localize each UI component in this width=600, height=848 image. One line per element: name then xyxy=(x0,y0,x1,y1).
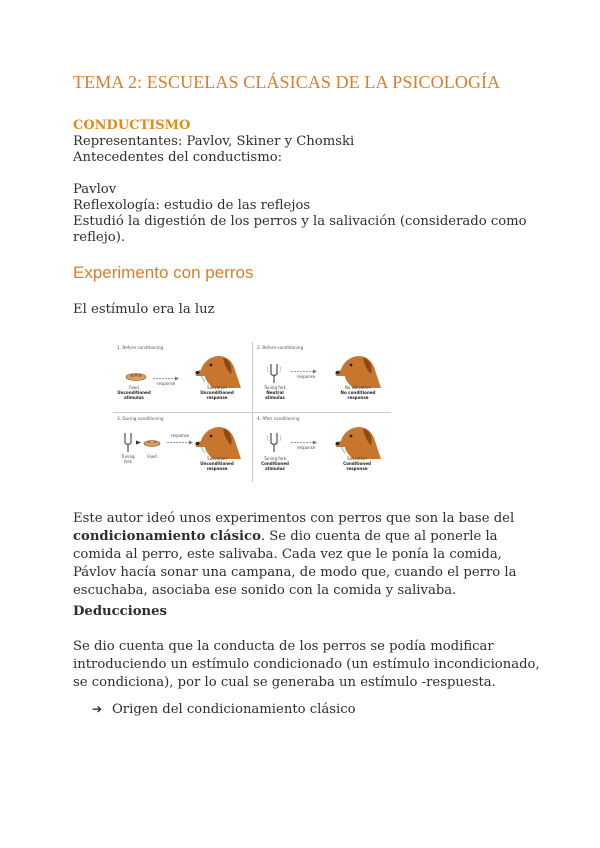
panel-title: 4. After conditioning xyxy=(257,416,300,421)
tuning-fork-icon xyxy=(267,431,281,453)
result-type: Unconditioned xyxy=(200,461,234,466)
arrow-label: response xyxy=(297,374,316,379)
panel-title: 1. Before conditioning xyxy=(117,345,164,350)
stimulus-type-2: stimulus xyxy=(124,394,144,400)
paragraph-experimento xyxy=(73,510,543,600)
arrow-label: response xyxy=(297,445,316,450)
figure-panel-2 xyxy=(253,342,391,411)
stimulus-label: Tuning fork xyxy=(263,385,287,390)
result-type-2: response xyxy=(206,394,228,400)
pavlov-line: Pavlov xyxy=(73,182,117,197)
arrow-label: response xyxy=(157,381,176,386)
stimulus-label: Tuning fork xyxy=(263,456,287,461)
stimulus-label: Tuning xyxy=(121,454,135,459)
bullet-text: Origen del condicionamiento clásico xyxy=(112,702,356,717)
result-type: No conditioned xyxy=(340,390,376,395)
dog-icon xyxy=(335,348,383,388)
arrow-bullet-icon: ➔ xyxy=(92,702,103,716)
estudio-line-1: Estudió la digestión de los perros y la salivación (considerado como xyxy=(73,214,527,229)
stimulus-type-2: stimulus xyxy=(265,465,285,471)
result-label: Salivation xyxy=(207,456,227,461)
antecedentes-line: Antecedentes del conductismo: xyxy=(73,150,283,165)
stimulus-type: Neutral xyxy=(266,390,284,395)
result-label: Salivation xyxy=(347,456,367,461)
food-bowl-icon xyxy=(125,372,147,382)
result-type-2: response xyxy=(347,394,369,400)
figure-panel-3 xyxy=(113,413,251,482)
stimulus-type-2: stimulus xyxy=(265,394,285,400)
panel-title: 3. During conditioning xyxy=(117,416,164,421)
result-type: Unconditioned xyxy=(200,390,234,395)
estimulo-line: El estímulo era la luz xyxy=(73,302,215,317)
dog-icon xyxy=(195,348,243,388)
stimulus-type: Unconditioned xyxy=(117,390,151,395)
result-type: Conditioned xyxy=(343,461,371,466)
section-label: CONDUCTISMO xyxy=(73,118,191,133)
result-type-2: response xyxy=(346,465,368,471)
figure-panel-1 xyxy=(113,342,251,411)
dog-icon xyxy=(335,419,383,459)
arrow-icon xyxy=(167,440,193,445)
figure-panel-4 xyxy=(253,413,391,482)
reflexologia-line: Reflexología: estudio de las reflejos xyxy=(73,198,311,213)
representantes-line: Representantes: Pavlov, Skiner y Chomski xyxy=(73,134,355,149)
experimento-heading: Experimento con perros xyxy=(73,263,254,282)
result-type-2: response xyxy=(206,465,228,471)
deducciones-heading: Deducciones xyxy=(73,604,167,619)
food-bowl-icon xyxy=(143,439,161,447)
estudio-line-2: reflejo). xyxy=(73,230,126,245)
arrow-icon xyxy=(135,440,143,445)
food-label: Food xyxy=(147,454,157,459)
para1-pre: Este autor ideó unos experimentos con perros que son la base del xyxy=(73,511,515,526)
stimulus-label-2: fork xyxy=(124,459,132,464)
page-title: TEMA 2: ESCUELAS CLÁSICAS DE LA PSICOLOGÍA xyxy=(73,72,501,92)
dog-icon xyxy=(195,419,243,459)
result-label: No salivation xyxy=(345,385,371,390)
conditioning-figure xyxy=(113,342,391,482)
panel-title: 2. Before conditioning xyxy=(257,345,304,350)
paragraph-deducciones: Se dio cuenta que la conducta de los perros se podía modificar introduciendo un estímulo condicionado (un estímulo incondicionado, se condiciona), por lo cual se generaba un estímulo -respuesta. xyxy=(73,639,540,690)
bullet-item xyxy=(92,702,356,717)
stimulus-label: Food xyxy=(129,385,139,390)
tuning-fork-icon xyxy=(121,431,135,453)
para1-post: . Se dio cuenta de que al ponerle la comida al perro, este salivaba. Cada vez que le ponía la comida, Pávlov hacía sonar una campana, de modo que, cuando el perro la escuchaba, asociaba ese sonido con la comida y salivaba. xyxy=(73,529,517,598)
para1-bold: condicionamiento clásico xyxy=(73,529,261,544)
arrow-label: response xyxy=(171,433,190,438)
result-label: Salivation xyxy=(207,385,227,390)
tuning-fork-icon xyxy=(267,362,281,384)
stimulus-type: Conditioned xyxy=(261,461,289,466)
